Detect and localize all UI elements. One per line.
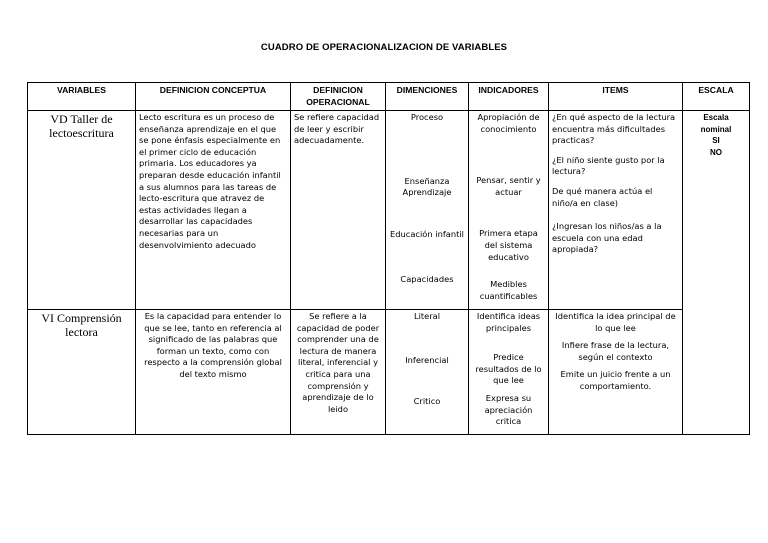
indicator-item: Primera etapa del sistema educativo <box>479 228 538 262</box>
items-cell <box>549 310 683 435</box>
operationalization-table <box>27 82 750 435</box>
indicator-item: Pensar, sentir y actuar <box>476 175 541 197</box>
items-cell <box>549 111 683 310</box>
item-question: Emite un juicio frente a un comportamiento. <box>560 369 671 391</box>
dimension-item: Proceso <box>410 112 444 122</box>
dimension-item: Critico <box>413 396 441 407</box>
indicator-item: Identifica ideas principales <box>476 311 541 333</box>
indicator-item: Apropiación de conocimiento <box>477 112 540 134</box>
indicadores-cell <box>469 111 549 310</box>
header-indicadores: INDICADORES <box>469 83 549 111</box>
escala-cell <box>683 111 750 435</box>
table-row <box>28 111 750 310</box>
indicadores-cell <box>469 310 549 435</box>
dimension-item: Capacidades <box>400 274 454 285</box>
header-dimensiones: DIMENCIONES <box>386 83 469 111</box>
dimension-item: Enseñanza Aprendizaje <box>402 175 452 198</box>
header-escala: ESCALA <box>683 83 750 111</box>
indicator-item: Expresa su apreciación critica <box>484 392 533 427</box>
dimensiones-cell <box>386 111 469 310</box>
table-row <box>28 310 750 435</box>
header-items: ITEMS <box>549 83 683 111</box>
dimensiones-cell <box>386 310 469 435</box>
dimension-item: Literal <box>413 311 441 321</box>
def-operacional-cell: Se refiere a la capacidad de poder comprender una de lectura de manera literal, inferencial y critica para una comprensión y aprendizaje de lo leido <box>291 310 386 435</box>
header-def-conceptual: DEFINICION CONCEPTUA <box>136 83 291 111</box>
variable-cell: VD Taller de lectoescritura <box>28 111 136 310</box>
dimension-item: Educación infantil <box>390 228 464 239</box>
def-conceptual-cell: Es la capacidad para entender lo que se lee, tanto en referencia al significado de las palabras que forman un texto, como con respecto a la comprensión global del texto mismo <box>136 310 291 435</box>
document-title: CUADRO DE OPERACIONALIZACION DE VARIABLES <box>260 42 508 53</box>
item-question: De qué manera actúa el niño/a en clase) <box>552 185 653 208</box>
item-question: ¿Ingresan los niños/as a la escuela con una edad apropiada? <box>552 221 662 255</box>
indicator-item: Predice resultados de lo que lee <box>475 352 542 386</box>
escala-line: nominal <box>700 124 732 134</box>
header-variables: VARIABLES <box>28 83 136 111</box>
header-def-operacional: DEFINICION OPERACIONAL <box>291 83 386 111</box>
escala-line: Escala <box>703 113 729 122</box>
indicator-item: Medibles cuantificables <box>479 279 538 301</box>
item-question: ¿En qué aspecto de la lectura encuentra más dificultades practicas? <box>552 112 676 146</box>
item-question: Identifica la idea principal de lo que lee <box>555 311 676 333</box>
dimension-item: Inferencial <box>405 354 449 365</box>
variable-cell: VI Comprensión lectora <box>28 310 136 435</box>
item-question: ¿El niño siente gusto por la lectura? <box>552 154 665 177</box>
item-question: Infiere frase de la lectura, según el contexto <box>561 340 670 362</box>
def-conceptual-cell: Lecto escritura es un proceso de enseñanza aprendizaje en el que se pone énfasis especialmente en el primer ciclo de educación primaria. Los educadores ya preparan desde educación infantil a sus alumnos para las tareas de lecto-escritura que atravez de estas actividades llegan a desarrollar las capacidades necesarias para un desenvolvimiento adecuado <box>136 111 291 310</box>
escala-line: SI <box>712 136 720 145</box>
header-row <box>28 83 750 111</box>
escala-line: NO <box>710 147 722 157</box>
def-operacional-cell: Se refiere capacidad de leer y escribir adecuadamente. <box>291 111 386 310</box>
